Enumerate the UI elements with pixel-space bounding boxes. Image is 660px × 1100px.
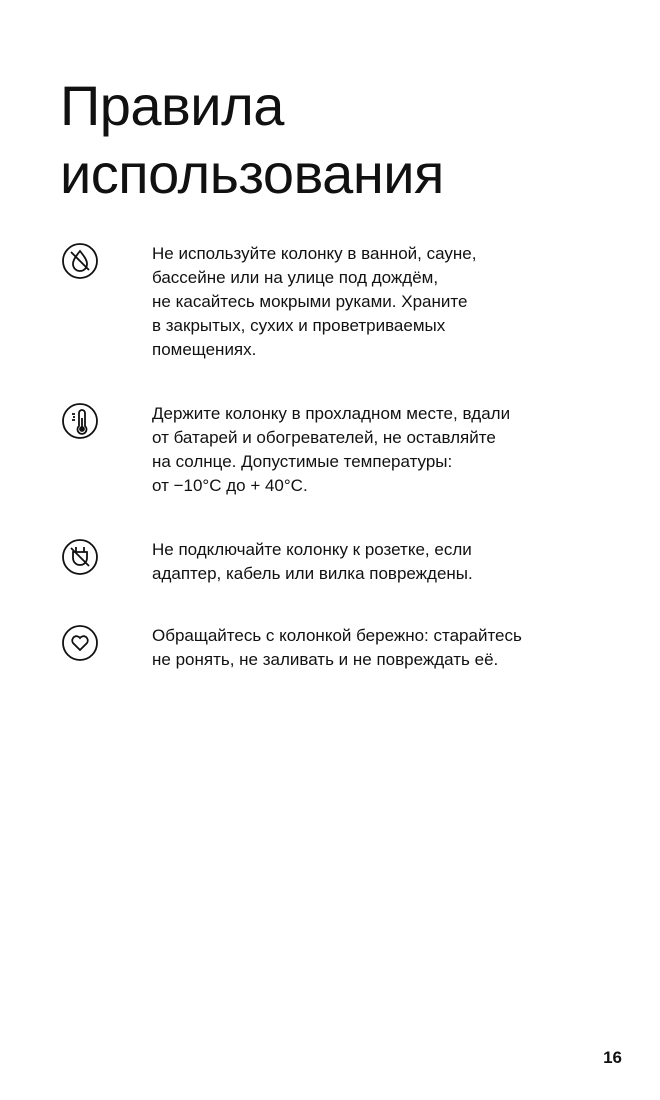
rule-text: Не подключайте колонку к розетке, если адаптер, кабель или вилка повреждены.	[152, 540, 473, 583]
rule-text: Не используйте колонку в ванной, сауне, бассейне или на улице под дождём, не касайтесь мокрыми руками. Храните в закрытых, сухих и проветриваемых помещениях.	[152, 244, 477, 359]
rule-text: Держите колонку в прохладном месте, вдали от батарей и обогревателей, не оставляйте на солнце. Допустимые температуры: от −10°C до + 40°C.	[152, 404, 511, 495]
no-plug-icon	[61, 538, 99, 576]
heart-icon	[61, 624, 99, 662]
no-water-icon	[61, 242, 99, 280]
page-title: Правила использования	[60, 74, 444, 205]
thermometer-icon	[61, 402, 99, 440]
rule-text: Обращайтесь с колонкой бережно: старайтесь не ронять, не заливать и не повреждать её.	[152, 626, 522, 669]
page-number: 16	[603, 1048, 622, 1067]
